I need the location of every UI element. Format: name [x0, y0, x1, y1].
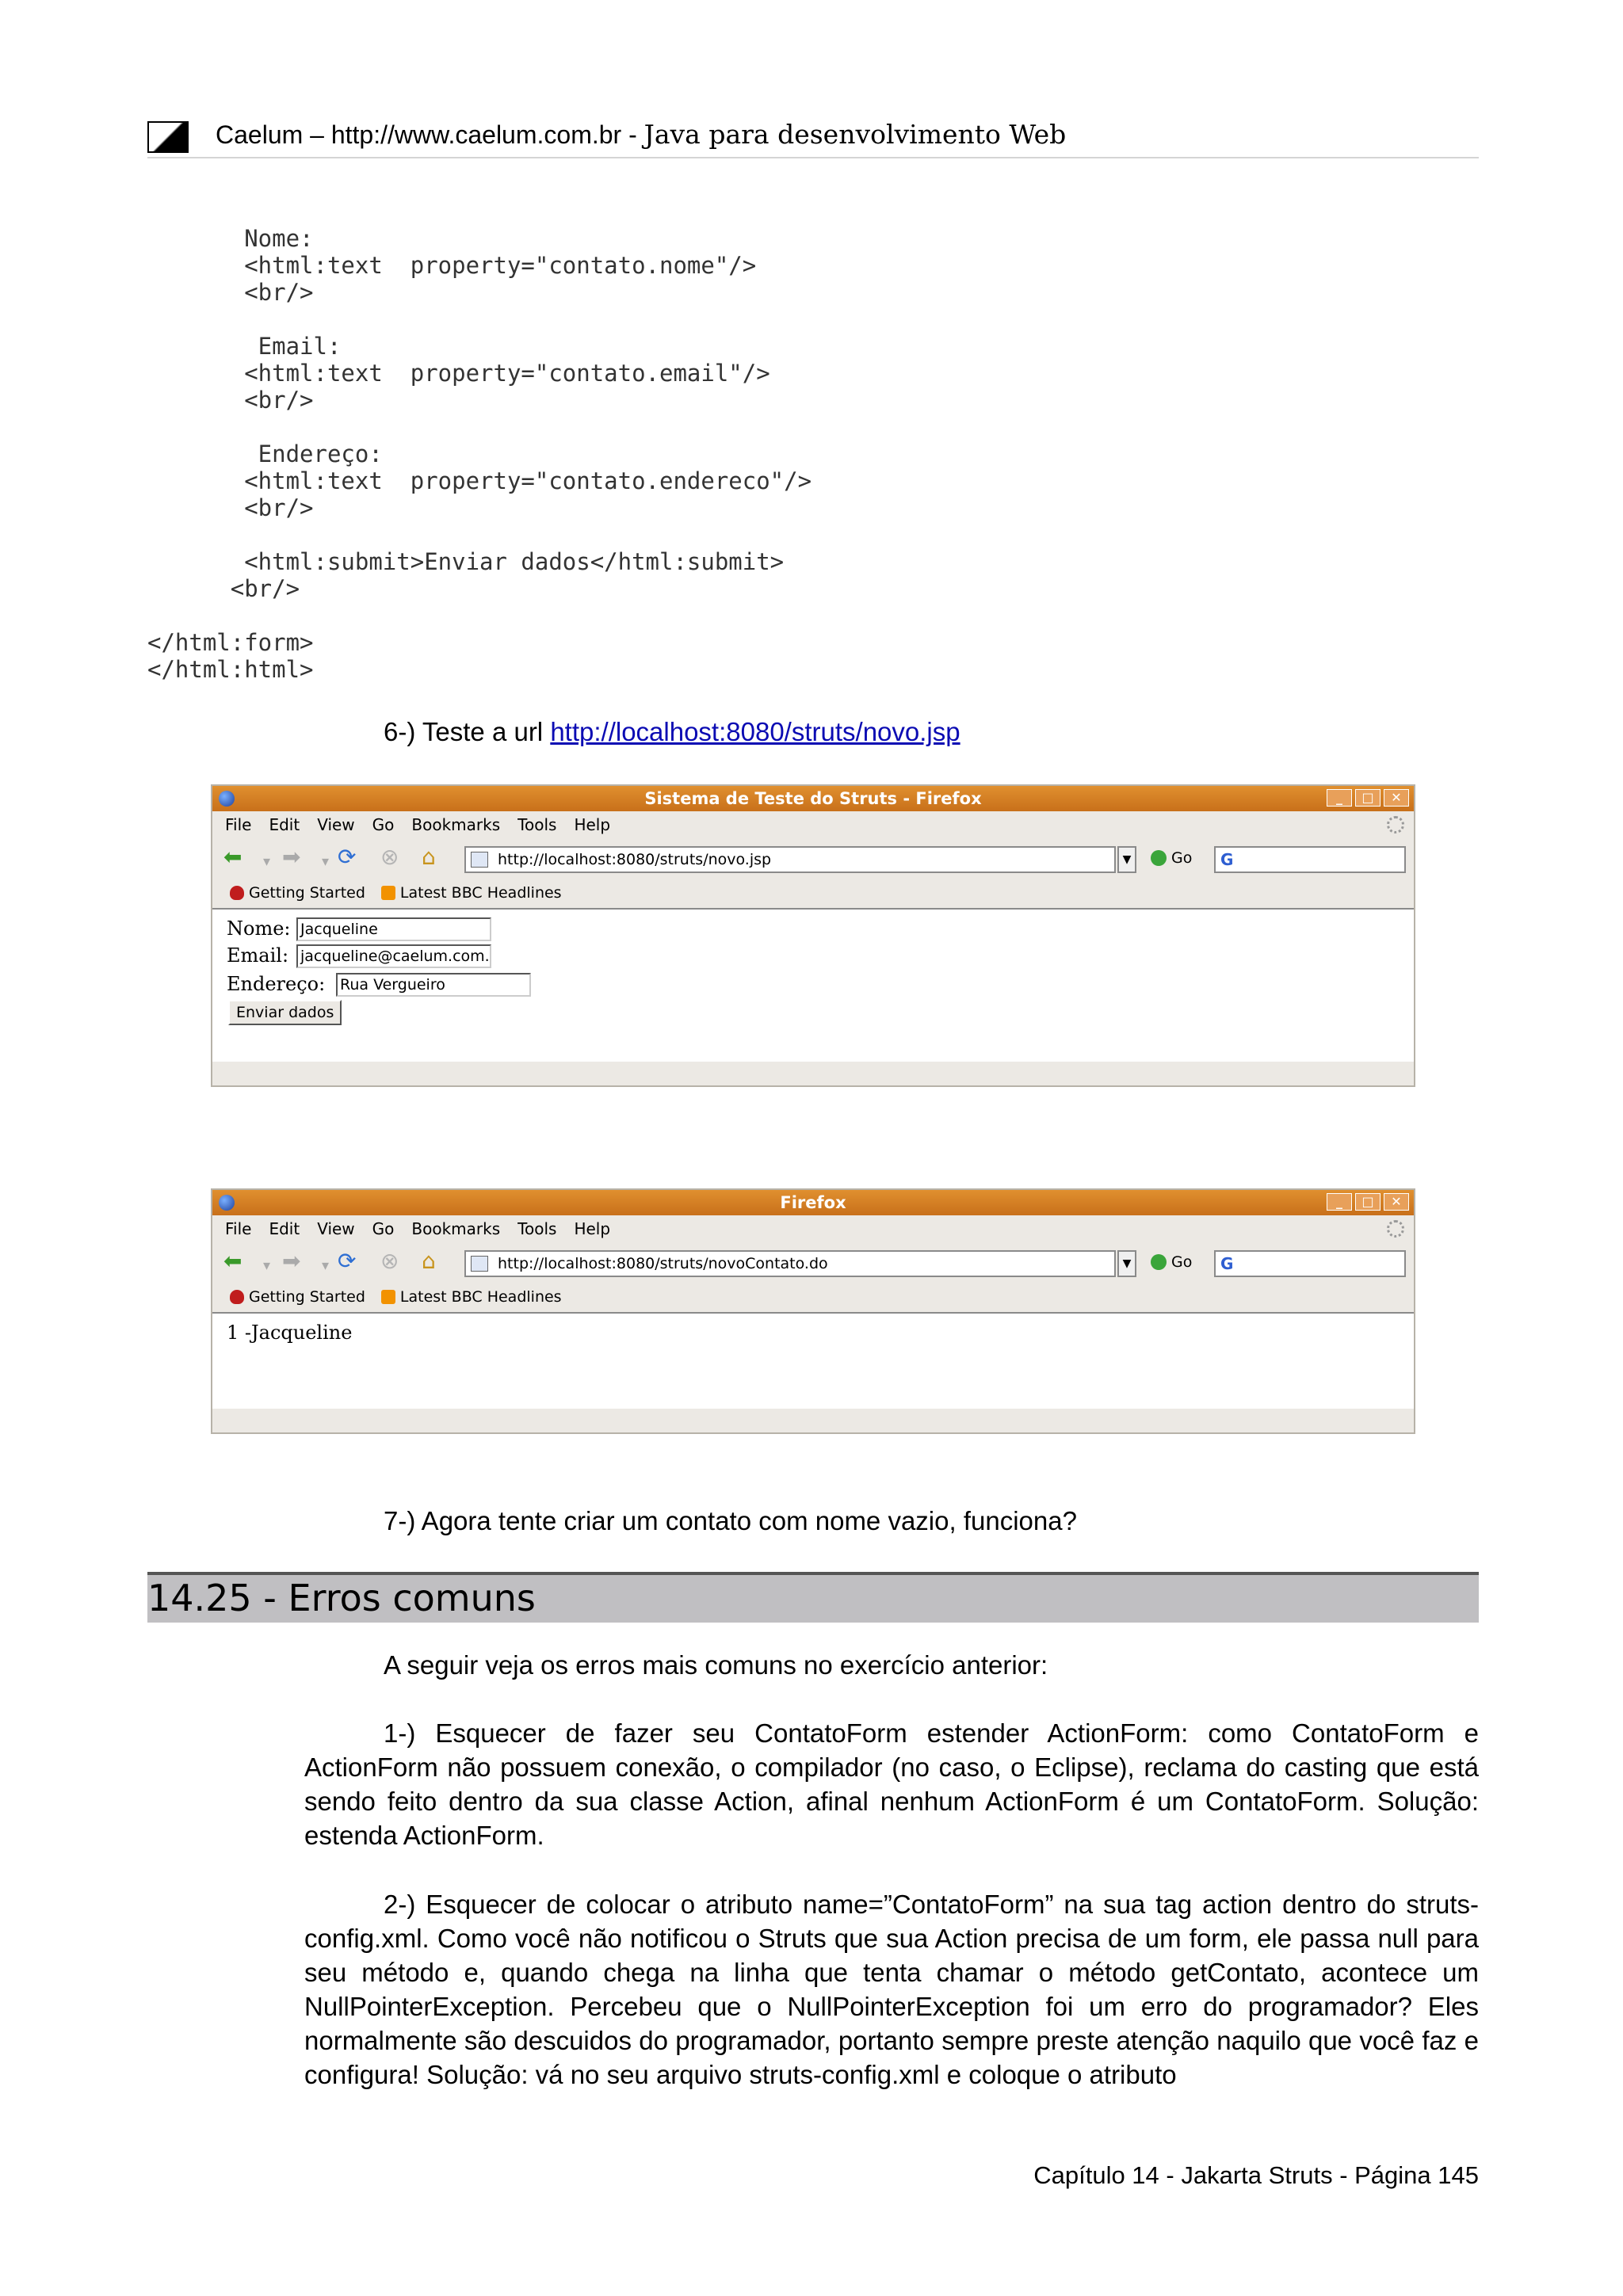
menu-bookmarks[interactable]: Bookmarks	[411, 1219, 501, 1238]
go-icon	[1151, 850, 1167, 866]
code-line: </html:html>	[147, 656, 314, 683]
code-line: Endereço:	[147, 441, 383, 467]
endereco-field[interactable]: Rua Vergueiro	[336, 973, 531, 997]
bookmark-label: Getting Started	[249, 1288, 365, 1306]
bookmarks-toolbar	[212, 878, 1414, 908]
window-title: Sistema de Teste do Struts - Firefox	[644, 789, 982, 808]
menu-tools[interactable]: Tools	[517, 1219, 557, 1238]
bookmark-bbc-headlines[interactable]	[381, 884, 562, 902]
go-button[interactable]	[1151, 849, 1192, 867]
code-line	[147, 306, 812, 333]
maximize-button[interactable]: □	[1355, 1193, 1381, 1211]
code-line: Email:	[147, 333, 342, 360]
bookmark-label: Getting Started	[249, 884, 365, 902]
code-line	[147, 521, 812, 548]
menu-help[interactable]: Help	[574, 1219, 611, 1238]
code-line: <html:text property="contato.endereco"/>	[147, 467, 812, 494]
code-line: <br/>	[147, 279, 314, 306]
throbber-icon	[1387, 816, 1404, 833]
close-button[interactable]: ✕	[1384, 1193, 1409, 1211]
stop-icon[interactable]: ⊗	[380, 844, 399, 870]
menu-view[interactable]: View	[317, 1219, 355, 1238]
page-content	[212, 1312, 1414, 1409]
search-input[interactable]: G	[1214, 846, 1406, 873]
minimize-button[interactable]: _	[1327, 1193, 1352, 1211]
paragraph-2-text: 2-) Esquecer de colocar o atributo name=”ContatoForm” na sua tag action dentro do struts-config.xml. Como você não notificou o Struts que sua Action precisa de um form, ele passa null para seu método e, quando chega na linha que tenta chamar o método getContato, acontece um NullPointerException. Percebeu que o NullPointerException foi um erro do programador? Eles normalmente são descuidos do programador, portanto sempre preste atenção naquilo que você faz e configura! Solução: vá no seu arquivo struts-config.xml e coloque o atributo	[304, 1890, 1479, 2089]
page-content	[212, 908, 1414, 1062]
go-icon	[1151, 1254, 1167, 1270]
firefox-icon	[219, 1195, 235, 1211]
menu-go[interactable]: Go	[372, 1219, 395, 1238]
url-bar[interactable]	[464, 1250, 1116, 1277]
code-line: Nome:	[147, 225, 314, 252]
enviar-dados-button[interactable]: Enviar dados	[228, 1000, 342, 1025]
bookmark-label: Latest BBC Headlines	[399, 1288, 562, 1306]
menu-edit[interactable]: Edit	[269, 1219, 300, 1238]
caelum-logo	[147, 121, 189, 153]
firefox-icon	[219, 791, 235, 807]
url-text: http://localhost:8080/struts/novo.jsp	[498, 851, 772, 868]
code-line: </html:form>	[147, 629, 314, 656]
back-arrow-icon[interactable]: ⬅	[223, 844, 242, 870]
navigation-toolbar	[212, 838, 1414, 878]
email-label: Email:	[227, 944, 289, 967]
menu-tools[interactable]: Tools	[517, 815, 557, 834]
forward-arrow-icon[interactable]: ➡	[282, 1248, 301, 1274]
code-line: <html:submit>Enviar dados</html:submit>	[147, 548, 785, 575]
page-icon	[471, 852, 488, 868]
close-button[interactable]: ✕	[1384, 789, 1409, 807]
home-icon[interactable]: ⌂	[422, 844, 436, 870]
menu-view[interactable]: View	[317, 815, 355, 834]
minimize-button[interactable]: _	[1327, 789, 1352, 807]
bookmark-getting-started[interactable]	[230, 1288, 365, 1306]
window-titlebar	[212, 786, 1414, 811]
forward-dropdown-icon[interactable]: ▾	[322, 853, 330, 870]
url-dropdown-icon[interactable]: ▼	[1117, 1250, 1136, 1277]
menu-edit[interactable]: Edit	[269, 815, 300, 834]
step-6-text: 6-) Teste a url	[384, 717, 551, 746]
menu-bar	[212, 1215, 1414, 1242]
code-line: <br/>	[147, 575, 300, 602]
reload-icon[interactable]: ⟳	[338, 1248, 357, 1274]
menu-go[interactable]: Go	[372, 815, 395, 834]
code-line: <br/>	[147, 387, 314, 414]
url-dropdown-icon[interactable]: ▼	[1117, 846, 1136, 873]
url-bar[interactable]	[464, 846, 1116, 873]
paragraph-1	[304, 1716, 1479, 1852]
window-controls	[1327, 789, 1409, 807]
menu-bar	[212, 811, 1414, 838]
page-footer: Capítulo 14 - Jakarta Struts - Página 145	[1033, 2161, 1479, 2189]
header-site: Caelum – http://www.caelum.com.br -	[216, 120, 644, 149]
window-title: Firefox	[780, 1193, 846, 1212]
paragraph-1-text: 1-) Esquecer de fazer seu ContatoForm estender ActionForm: como ContatoForm e ActionForm não possuem conexão, o compilador (no caso, o Eclipse), reclama do casting que está sendo feito dentro da sua classe Action, afinal nenhum ActionForm é um ContatoForm. Solução: estenda ActionForm.	[304, 1718, 1479, 1850]
window-titlebar	[212, 1190, 1414, 1215]
intro-paragraph: A seguir veja os erros mais comuns no exercício anterior:	[384, 1650, 1048, 1680]
test-url-link[interactable]: http://localhost:8080/struts/novo.jsp	[550, 717, 960, 746]
step-6	[384, 715, 960, 749]
nome-field[interactable]: Jacqueline	[296, 917, 491, 941]
menu-help[interactable]: Help	[574, 815, 611, 834]
go-button[interactable]	[1151, 1253, 1192, 1271]
step-7: 7-) Agora tente criar um contato com nome vazio, funciona?	[384, 1506, 1077, 1535]
throbber-icon	[1387, 1220, 1404, 1238]
url-text: http://localhost:8080/struts/novoContato.do	[498, 1255, 828, 1272]
rss-icon	[381, 886, 395, 900]
code-line: <html:text property="contato.nome"/>	[147, 252, 757, 279]
rss-icon	[381, 1290, 395, 1304]
firefox-window-form	[211, 784, 1415, 1087]
go-label: Go	[1171, 849, 1193, 867]
bookmark-label: Latest BBC Headlines	[399, 884, 562, 902]
back-arrow-icon[interactable]: ⬅	[223, 1248, 242, 1274]
forward-dropdown-icon[interactable]: ▾	[322, 1257, 330, 1274]
header-book-title: Java para desenvolvimento Web	[643, 119, 1067, 150]
stop-icon[interactable]: ⊗	[380, 1248, 399, 1274]
bookmark-getting-started[interactable]	[230, 884, 365, 902]
forward-arrow-icon[interactable]: ➡	[282, 844, 301, 870]
reload-icon[interactable]: ⟳	[338, 844, 357, 870]
search-input[interactable]: G	[1214, 1250, 1406, 1277]
code-line	[147, 414, 812, 441]
home-icon[interactable]: ⌂	[422, 1248, 436, 1274]
header-divider	[147, 157, 1479, 158]
nome-label: Nome:	[227, 917, 291, 940]
maximize-button[interactable]: □	[1355, 789, 1381, 807]
getting-started-icon	[230, 886, 244, 900]
code-line	[147, 602, 812, 629]
menu-bookmarks[interactable]: Bookmarks	[411, 815, 501, 834]
go-label: Go	[1171, 1253, 1193, 1271]
bookmarks-toolbar	[212, 1282, 1414, 1312]
paragraph-2	[304, 1887, 1479, 2092]
back-dropdown-icon[interactable]: ▾	[263, 1257, 271, 1274]
bookmark-bbc-headlines[interactable]	[381, 1288, 562, 1306]
firefox-window-result	[211, 1188, 1415, 1434]
result-text: 1 -Jacqueline	[227, 1322, 353, 1344]
section-title: 14.25 - Erros comuns	[147, 1577, 536, 1619]
back-dropdown-icon[interactable]: ▾	[263, 853, 271, 870]
menu-file[interactable]: File	[225, 815, 252, 834]
menu-file[interactable]: File	[225, 1219, 252, 1238]
code-line: <br/>	[147, 494, 314, 521]
page-icon	[471, 1256, 488, 1272]
window-controls	[1327, 1193, 1409, 1211]
endereco-label: Endereço:	[227, 973, 326, 995]
email-field[interactable]: jacqueline@caelum.com.	[296, 944, 491, 968]
code-line: <html:text property="contato.email"/>	[147, 360, 770, 387]
page-header	[216, 119, 1066, 150]
navigation-toolbar	[212, 1242, 1414, 1282]
code-listing	[147, 225, 812, 683]
getting-started-icon	[230, 1290, 244, 1304]
